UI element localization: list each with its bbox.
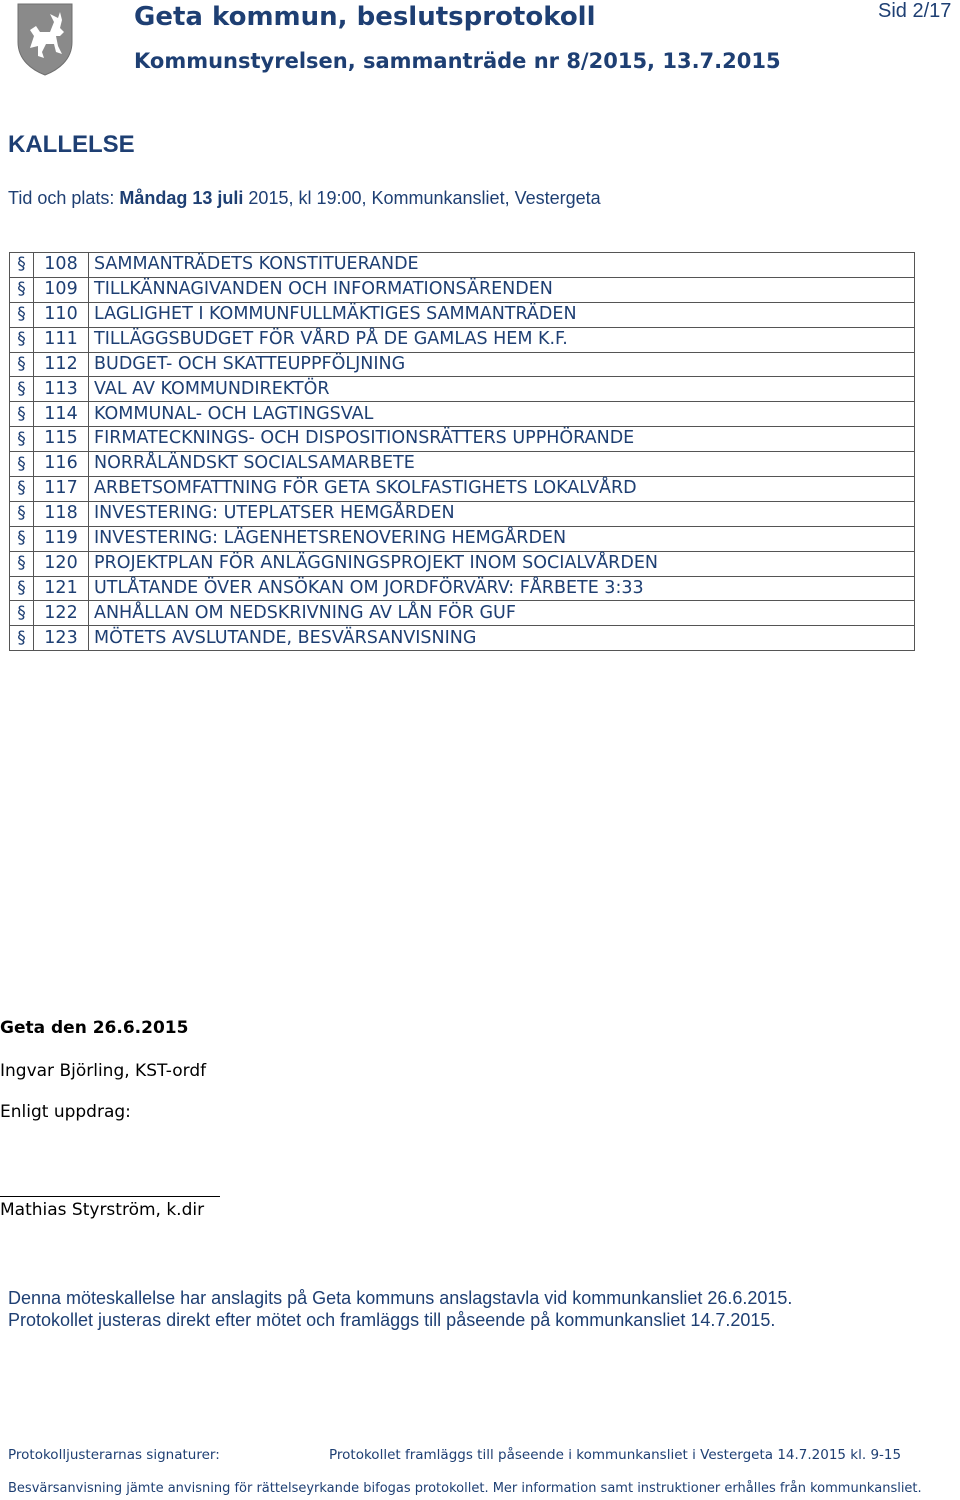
- item-number: 118: [34, 501, 89, 526]
- section-symbol: §: [10, 352, 34, 377]
- table-row: [10, 477, 915, 502]
- item-number: 120: [34, 551, 89, 576]
- footer-exhibit: Protokollet framläggs till påseende i kommunkansliet i Vestergeta 14.7.2015 kl. 9-15: [329, 1447, 902, 1463]
- meeting-subtitle: Kommunstyrelsen, sammanträde nr 8/2015, 13.7.2015: [134, 49, 781, 73]
- item-title: VAL AV KOMMUNDIREKTÖR: [89, 377, 915, 402]
- section-symbol: §: [10, 327, 34, 352]
- item-title: ANHÅLLAN OM NEDSKRIVNING AV LÅN FÖR GUF: [89, 601, 915, 626]
- item-number: 112: [34, 352, 89, 377]
- item-number: 115: [34, 427, 89, 452]
- notice-line: Denna möteskallelse har anslagits på Geta kommuns anslagstavla vid kommunkansliet 26.6.2015.: [8, 1288, 793, 1308]
- item-title: INVESTERING: LÄGENHETSRENOVERING HEMGÅRDEN: [89, 526, 915, 551]
- meeting-time-place: [8, 188, 601, 209]
- chair-signer: Ingvar Björling, KST-ordf: [0, 1061, 207, 1081]
- section-heading: KALLELSE: [8, 131, 135, 158]
- table-row: [10, 327, 915, 352]
- item-title: TILLÄGGSBUDGET FÖR VÅRD PÅ DE GAMLAS HEM K.F.: [89, 327, 915, 352]
- section-symbol: §: [10, 402, 34, 427]
- director-signer: Mathias Styrström, k.dir: [0, 1200, 205, 1220]
- item-number: 108: [34, 253, 89, 278]
- table-row: [10, 402, 915, 427]
- table-row: [10, 302, 915, 327]
- signature-line: [0, 1196, 220, 1197]
- agenda-table: [9, 252, 915, 651]
- section-symbol: §: [10, 601, 34, 626]
- item-number: 116: [34, 452, 89, 477]
- table-row: [10, 253, 915, 278]
- item-number: 121: [34, 576, 89, 601]
- item-title: TILLKÄNNAGIVANDEN OCH INFORMATIONSÄRENDEN: [89, 277, 915, 302]
- item-title: PROJEKTPLAN FÖR ANLÄGGNINGSPROJEKT INOM SOCIALVÅRDEN: [89, 551, 915, 576]
- signature-date: Geta den 26.6.2015: [0, 1018, 189, 1038]
- section-symbol: §: [10, 253, 34, 278]
- section-symbol: §: [10, 302, 34, 327]
- meeting-details: 2015, kl 19:00, Kommunkansliet, Vestergeta: [243, 188, 601, 208]
- item-number: 113: [34, 377, 89, 402]
- section-symbol: §: [10, 277, 34, 302]
- section-symbol: §: [10, 501, 34, 526]
- item-number: 123: [34, 626, 89, 651]
- item-title: UTLÅTANDE ÖVER ANSÖKAN OM JORDFÖRVÄRV: FÅRBETE 3:33: [89, 576, 915, 601]
- section-symbol: §: [10, 377, 34, 402]
- section-symbol: §: [10, 526, 34, 551]
- geta-crest-icon: [16, 2, 74, 76]
- item-title: SAMMANTRÄDETS KONSTITUERANDE: [89, 253, 915, 278]
- table-row: [10, 277, 915, 302]
- item-title: ARBETSOMFATTNING FÖR GETA SKOLFASTIGHETS LOKALVÅRD: [89, 477, 915, 502]
- posting-notice: [8, 1287, 792, 1331]
- table-row: [10, 427, 915, 452]
- section-symbol: §: [10, 626, 34, 651]
- footer-appeal: Besvärsanvisning jämte anvisning för rättelseyrkande bifogas protokollet. Mer information samt instruktioner erhålles från kommunkansliet.: [8, 1481, 922, 1496]
- item-title: FIRMATECKNINGS- OCH DISPOSITIONSRÄTTERS UPPHÖRANDE: [89, 427, 915, 452]
- notice-line: Protokollet justeras direkt efter mötet och framläggs till påseende på kommunkansliet 14.7.2015.: [8, 1310, 776, 1330]
- mandate-label: Enligt uppdrag:: [0, 1102, 131, 1122]
- table-row: [10, 576, 915, 601]
- table-row: [10, 377, 915, 402]
- meeting-date: Måndag 13 juli: [119, 188, 244, 208]
- item-number: 111: [34, 327, 89, 352]
- item-number: 122: [34, 601, 89, 626]
- item-number: 110: [34, 302, 89, 327]
- table-row: [10, 626, 915, 651]
- table-row: [10, 452, 915, 477]
- item-title: LAGLIGHET I KOMMUNFULLMÄKTIGES SAMMANTRÄDEN: [89, 302, 915, 327]
- table-row: [10, 501, 915, 526]
- footer-signatures: Protokolljusterarnas signaturer:: [8, 1447, 220, 1463]
- section-symbol: §: [10, 576, 34, 601]
- item-title: KOMMUNAL- OCH LAGTINGSVAL: [89, 402, 915, 427]
- item-number: 109: [34, 277, 89, 302]
- table-row: [10, 551, 915, 576]
- table-row: [10, 352, 915, 377]
- page-number: Sid 2/17: [878, 0, 952, 22]
- item-number: 119: [34, 526, 89, 551]
- table-row: [10, 601, 915, 626]
- item-title: MÖTETS AVSLUTANDE, BESVÄRSANVISNING: [89, 626, 915, 651]
- item-number: 114: [34, 402, 89, 427]
- item-title: BUDGET- OCH SKATTEUPPFÖLJNING: [89, 352, 915, 377]
- table-row: [10, 526, 915, 551]
- section-symbol: §: [10, 477, 34, 502]
- section-symbol: §: [10, 551, 34, 576]
- item-title: INVESTERING: UTEPLATSER HEMGÅRDEN: [89, 501, 915, 526]
- document-title: Geta kommun, beslutsprotokoll: [134, 2, 596, 32]
- item-title: NORRÅLÄNDSKT SOCIALSAMARBETE: [89, 452, 915, 477]
- section-symbol: §: [10, 452, 34, 477]
- item-number: 117: [34, 477, 89, 502]
- section-symbol: §: [10, 427, 34, 452]
- time-place-label: Tid och plats:: [8, 188, 120, 208]
